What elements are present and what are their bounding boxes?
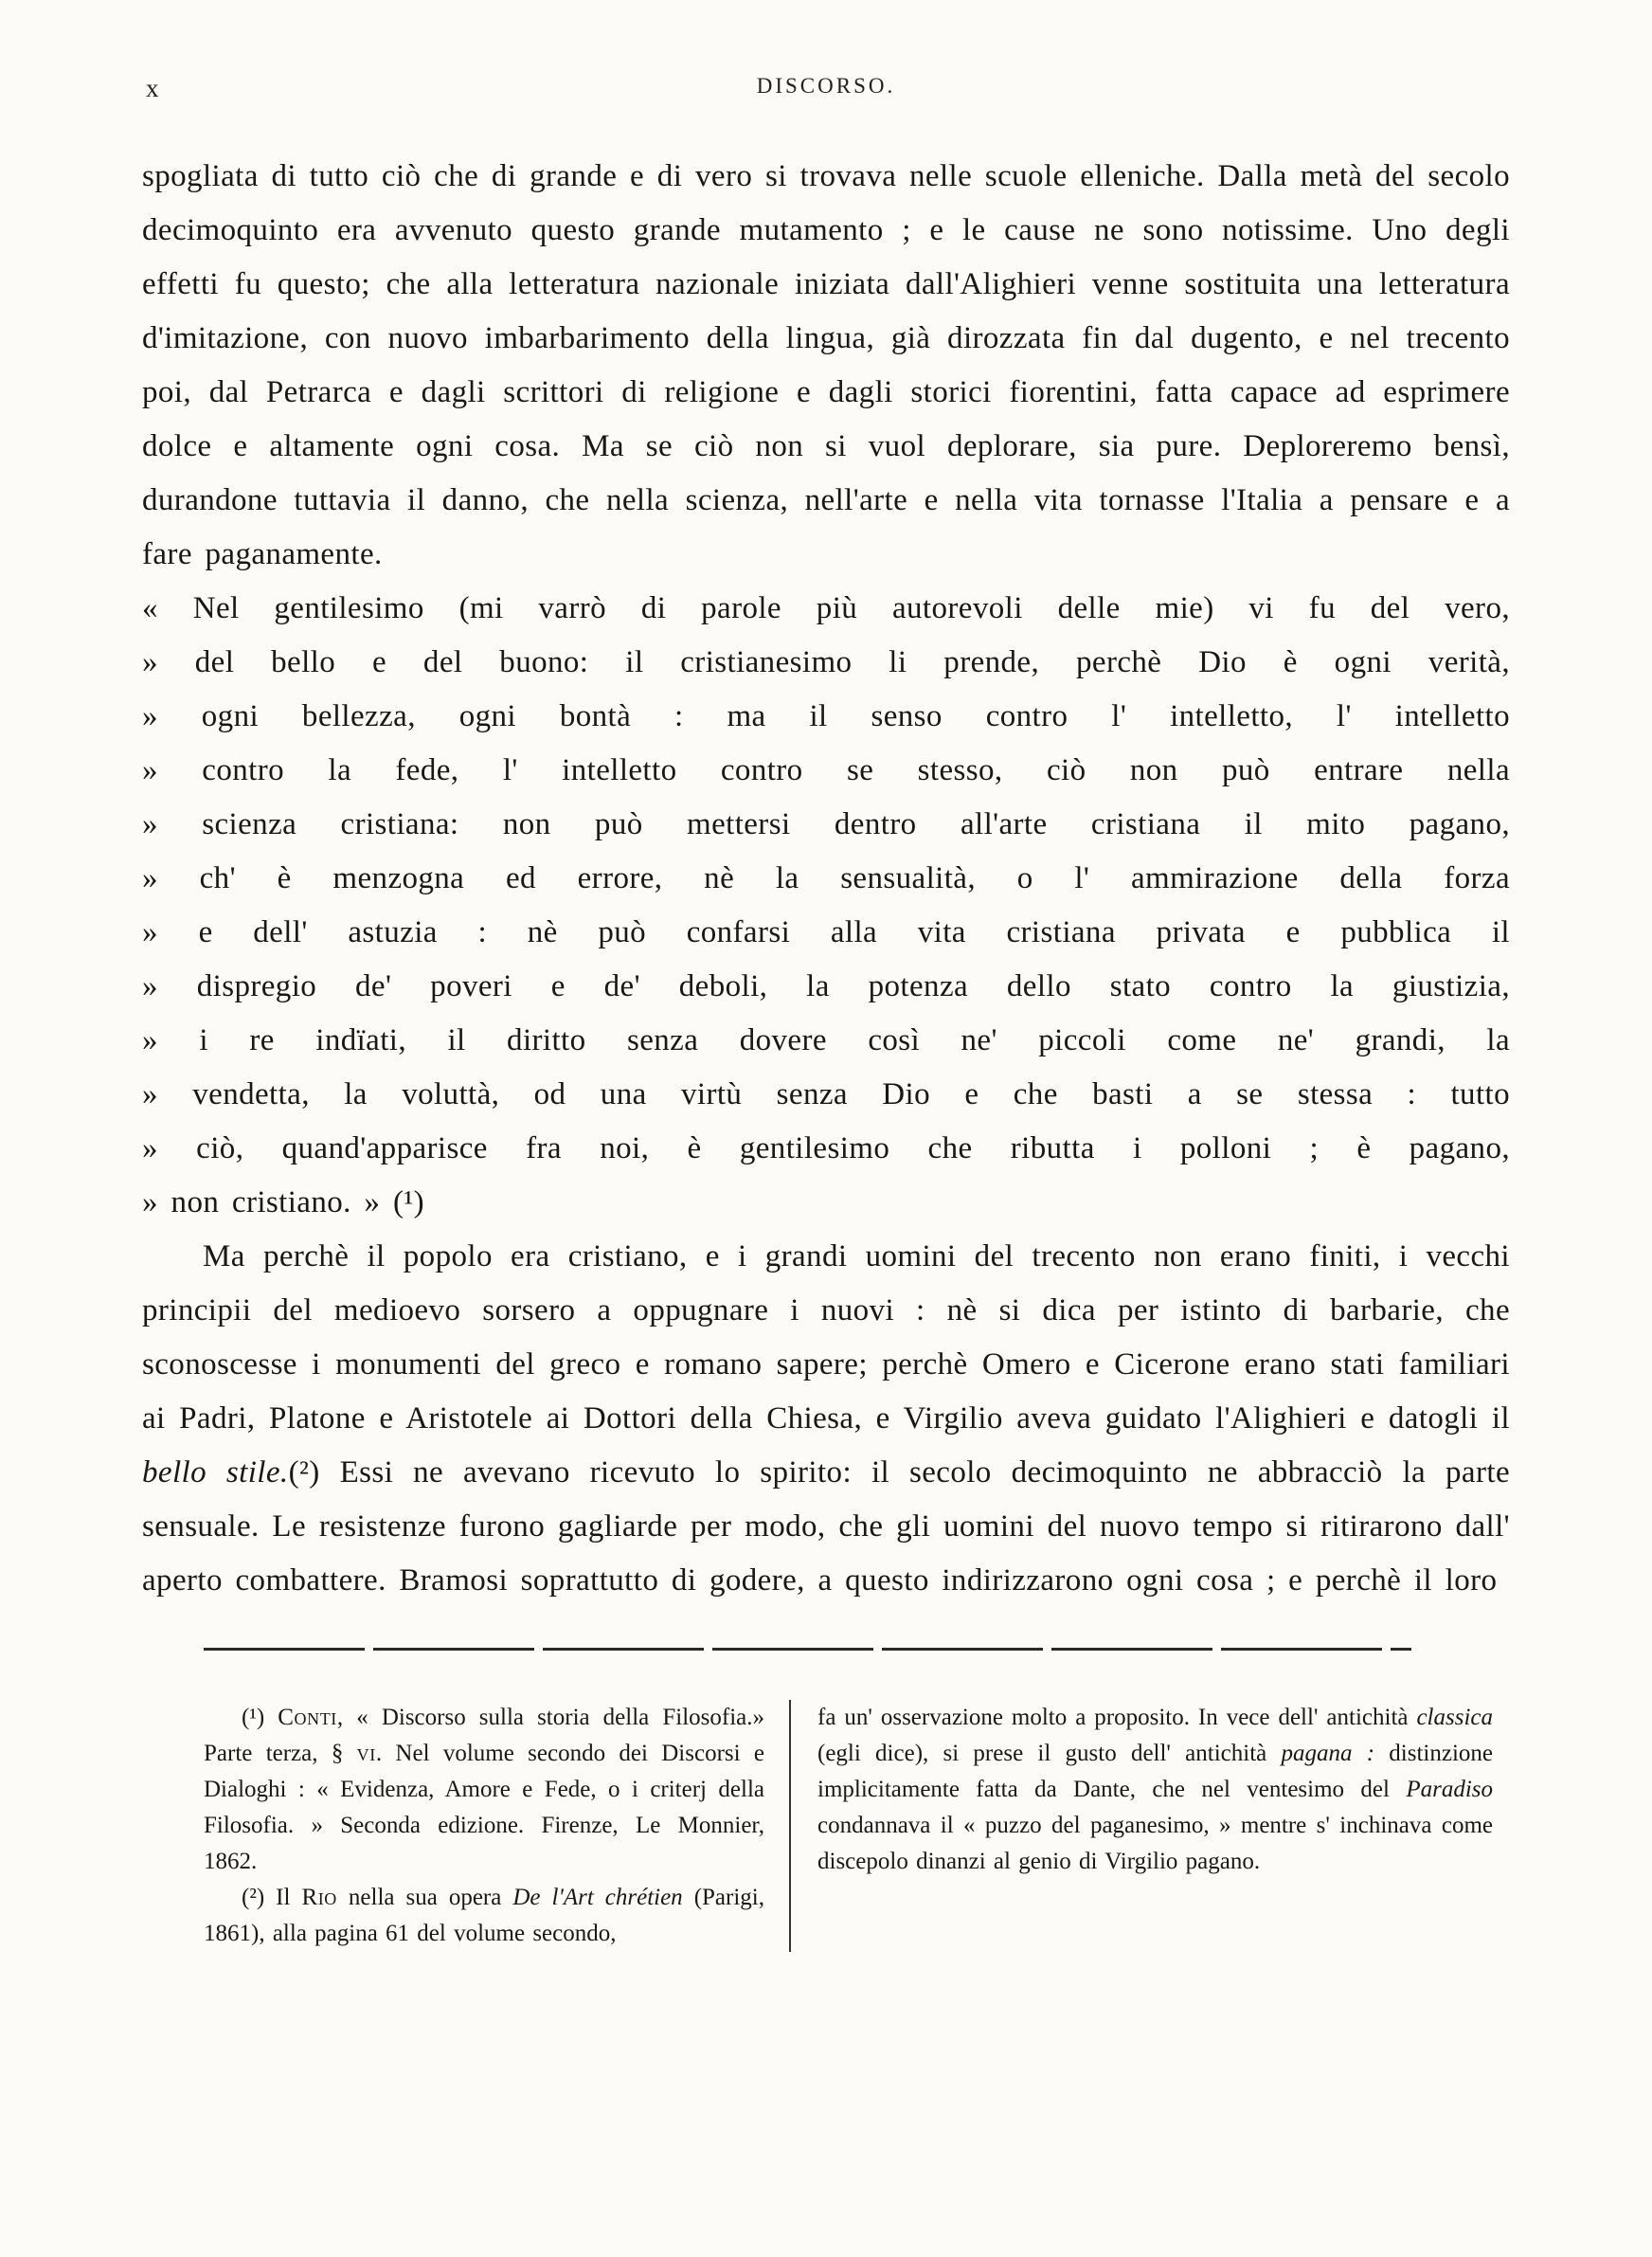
quote-line: » del bello e del buono: il cristianesimo li prende, perchè Dio è ogni verità,: [142, 645, 1510, 679]
running-head: DISCORSO.: [756, 74, 896, 98]
quote-line: » i re indïati, il diritto senza dovere così ne' piccoli come ne' grandi, la: [142, 1023, 1510, 1057]
quote-block: [142, 582, 1510, 1230]
footnote-1: (¹) Conti, « Discorso sulla storia della Filosofia.» Parte terza, § vi. Nel volume secondo dei Discorsi e Dialoghi : « Evidenza, Amore e Fede, o i criterj della Filosofia. » Seconda edizione. Firenze, Le Monnier, 1862.: [204, 1705, 764, 1874]
footnote-rule: [204, 1648, 1411, 1651]
quote-line: » e dell' astuzia : nè può confarsi alla vita cristiana privata e pubblica il: [142, 915, 1510, 949]
quote-line: » contro la fede, l' intelletto contro se stesso, ciò non può entrare nella: [142, 753, 1510, 787]
quote-line: » dispregio de' poveri e de' deboli, la potenza dello stato contro la giustizia,: [142, 969, 1510, 1003]
footnotes: [204, 1700, 1493, 1952]
quote-line: » vendetta, la voluttà, od una virtù senza Dio e che basti a se stessa : tutto: [142, 1077, 1510, 1111]
page-content: [142, 74, 1510, 1952]
page-number: x: [146, 74, 159, 102]
main-text: [142, 150, 1510, 1608]
quote-line: » non cristiano. » (¹): [142, 1185, 425, 1219]
footnote-2: (²) Il Rio nella sua opera De l'Art chrétien (Parigi, 1861), alla pagina 61 del volume secondo,: [204, 1885, 764, 1946]
page-header: [142, 74, 1510, 123]
quote-line: « Nel gentilesimo (mi varrò di parole più autorevoli delle mie) vi fu del vero,: [142, 591, 1510, 625]
quote-line: » ciò, quand'apparisce fra noi, è gentilesimo che ributta i polloni ; è pagano,: [142, 1131, 1510, 1165]
quote-line: » scienza cristiana: non può mettersi dentro all'arte cristiana il mito pagano,: [142, 807, 1510, 841]
quote-line: » ch' è menzogna ed errore, nè la sensualità, o l' ammirazione della forza: [142, 861, 1510, 895]
paragraph-2: Ma perchè il popolo era cristiano, e i grandi uomini del trecento non erano finiti, i vecchi principii del medioevo sorsero a oppugnare i nuovi : nè si dica per istinto di barbarie, che sconoscesse i monumenti del greco e romano sapere; perchè Omero e Cicerone erano stati familiari ai Padri, Platone e Aristotele ai Dottori della Chiesa, e Virgilio aveva guidato l'Alighieri e datogli il bello stile.(²) Essi ne avevano ricevuto lo spirito: il secolo decimoquinto ne abbracciò la parte sensuale. Le resistenze furono gagliarde per modo, che gli uomini del nuovo tempo si ritirarono dall' aperto combattere. Bramosi soprattutto di godere, a questo indirizzarono ogni cosa ; e perchè il loro: [142, 1239, 1510, 1598]
footnote-2-continued: fa un' osservazione molto a proposito. In vece dell' antichità classica (egli dice), si prese il gusto dell' antichità pagana : distinzione implicitamente fatta da Dante, che nel ventesimo del Paradiso condannava il « puzzo del paganesimo, » mentre s' inchinava come discepolo dinanzi al genio di Virgilio pagano.: [817, 1705, 1494, 1874]
footnote-right-column: [791, 1700, 1493, 1952]
footnote-left-column: [204, 1700, 789, 1952]
quote-line: » ogni bellezza, ogni bontà : ma il senso contro l' intelletto, l' intelletto: [142, 699, 1510, 733]
paragraph-continuation: spogliata di tutto ciò che di grande e di vero si trovava nelle scuole elleniche. Dalla metà del secolo decimoquinto era avvenuto questo grande mutamento ; e le cause ne sono notissime. Uno degli effetti fu questo; che alla letteratura nazionale iniziata dall'Alighieri venne sostituita una letteratura d'imitazione, con nuovo imbarbarimento della lingua, già dirozzata fin dal dugento, e nel trecento poi, dal Petrarca e dagli scrittori di religione e dagli storici fiorentini, fatta capace ad esprimere dolce e altamente ogni cosa. Ma se ciò non si vuol deplorare, sia pure. Deploreremo bensì, durandone tuttavia il danno, che nella scienza, nell'arte e nella vita tornasse l'Italia a pensare e a fare paganamente.: [142, 159, 1510, 571]
